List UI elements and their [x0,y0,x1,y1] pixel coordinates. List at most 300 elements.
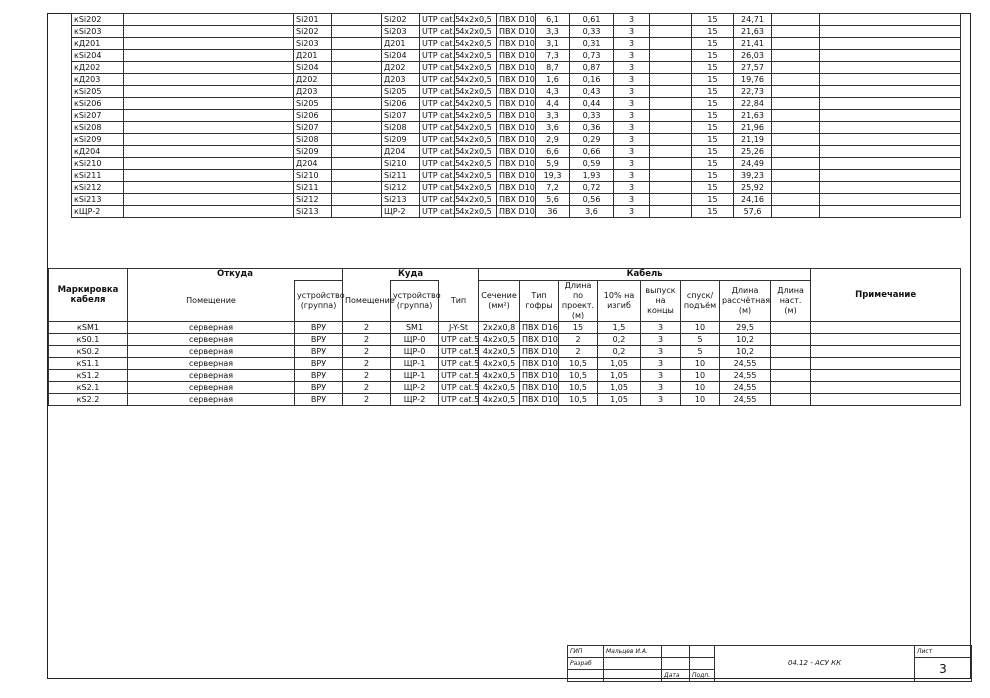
cell-blank [772,146,820,158]
cell-to: Si205 [382,86,420,98]
cell-to: Si211 [382,170,420,182]
cell-type: UTP cat.5 [420,146,455,158]
table-row [72,74,961,86]
cell-blank [332,38,382,50]
cell-marking: кSi213 [72,194,124,206]
header-len-proj: Длина по проект. (м) [559,281,598,322]
cell-to-room: 2 [343,334,391,346]
cell-marking: кЩР-2 [72,206,124,218]
cell-len-calc: 21,19 [734,134,772,146]
cell-section: 4x2x0,5 [455,182,497,194]
cell-from: Д201 [294,50,332,62]
cell-blank [772,74,820,86]
cell-from: Si202 [294,26,332,38]
cell-bend: 0,72 [570,182,614,194]
cell-marking: кSi211 [72,170,124,182]
cell-blank [772,194,820,206]
cell-len-calc: 27,57 [734,62,772,74]
cell-note [820,182,961,194]
cell-marking: кSi212 [72,182,124,194]
cell-drop: 15 [692,194,734,206]
cell-len-proj: 2,9 [536,134,570,146]
table-row [49,358,961,370]
cell-len-proj: 10,5 [559,382,598,394]
cell-blank [772,134,820,146]
cell-conduit: ПВХ D10 [497,50,536,62]
cell-blank [124,122,294,134]
cell-len-actual [771,334,811,346]
cell-bend: 3,6 [570,206,614,218]
cell-from: Si203 [294,38,332,50]
cell-conduit: ПВХ D10 [497,194,536,206]
cell-conduit: ПВХ D10 [497,86,536,98]
header-bend: 10% на изгиб [598,281,641,322]
cell-to: Si210 [382,158,420,170]
cell-len-actual [771,322,811,334]
cell-blank [772,98,820,110]
cell-drop: 15 [692,50,734,62]
cell-ends: 3 [614,38,650,50]
cell-blank [650,62,692,74]
cell-blank [124,110,294,122]
cell-drop: 5 [681,346,720,358]
cell-blank [332,98,382,110]
cell-section: 4x2x0,5 [455,74,497,86]
cell-bend: 0,2 [598,334,641,346]
cell-len-calc: 26,03 [734,50,772,62]
cell-blank [772,206,820,218]
table-row [49,322,961,334]
cell-blank [124,158,294,170]
cell-len-proj: 8,7 [536,62,570,74]
cell-conduit: ПВХ D10 [497,98,536,110]
header-to: Куда [343,269,479,281]
cell-len-actual [771,382,811,394]
table-row [72,98,961,110]
cell-section: 4x2x0,5 [479,382,520,394]
cell-to-room: 2 [343,394,391,406]
cell-blank [650,50,692,62]
cell-len-calc: 39,23 [734,170,772,182]
cell-type: UTP cat.5 [420,74,455,86]
cell-len-calc: 10,2 [720,334,771,346]
cell-conduit: ПВХ D10 [520,358,559,370]
cell-drop: 15 [692,110,734,122]
cell-conduit: ПВХ D16 [520,322,559,334]
cell-bend: 0,33 [570,26,614,38]
cell-blank [772,158,820,170]
cell-len-calc: 25,26 [734,146,772,158]
cell-section: 4x2x0,5 [479,358,520,370]
cell-ends: 3 [614,110,650,122]
cell-type: UTP cat.5 [420,86,455,98]
cell-from: Si204 [294,62,332,74]
cell-len-calc: 24,55 [720,394,771,406]
cell-len-proj: 7,2 [536,182,570,194]
cell-section: 4x2x0,5 [455,110,497,122]
cell-ends: 3 [641,394,681,406]
cell-len-proj: 19,3 [536,170,570,182]
cell-ends: 3 [614,170,650,182]
cell-conduit: ПВХ D10 [497,134,536,146]
cell-len-actual [771,370,811,382]
cell-blank [124,14,294,26]
cell-drop: 15 [692,86,734,98]
table-row [72,134,961,146]
table-row [49,382,961,394]
cell-ends: 3 [614,146,650,158]
cell-from-room: серверная [128,322,295,334]
cell-conduit: ПВХ D10 [497,110,536,122]
cell-marking: кSi205 [72,86,124,98]
cell-conduit: ПВХ D10 [497,146,536,158]
cell-blank [650,110,692,122]
cell-drop: 15 [692,26,734,38]
cell-drop: 15 [692,170,734,182]
cell-bend: 0,61 [570,14,614,26]
table-row [72,86,961,98]
table-row [49,334,961,346]
cell-blank [332,170,382,182]
cell-from-device: ВРУ [295,358,343,370]
cell-from-device: ВРУ [295,322,343,334]
cell-drop: 10 [681,370,720,382]
cell-len-calc: 21,63 [734,26,772,38]
cell-drop: 15 [692,206,734,218]
cell-section: 4x2x0,5 [455,26,497,38]
cell-len-proj: 10,5 [559,394,598,406]
header-to-device: устройство (группа) [391,281,439,322]
header-len-actual: Длина наст. (м) [771,281,811,322]
cell-marking: кS2.2 [49,394,128,406]
cell-to-device: ЩР-1 [391,370,439,382]
cell-blank [124,50,294,62]
cell-from-device: ВРУ [295,382,343,394]
stamp-gip-name: Мальцев И.А. [604,646,662,658]
cell-len-proj: 2 [559,334,598,346]
cell-section: 4x2x0,5 [455,38,497,50]
cell-section: 4x2x0,5 [455,206,497,218]
cell-type: UTP cat.5 [420,194,455,206]
cell-len-calc: 24,55 [720,382,771,394]
cell-from: Si210 [294,170,332,182]
table-row [49,370,961,382]
cell-from: Si207 [294,122,332,134]
cell-blank [650,182,692,194]
cell-type: UTP cat.5 [420,38,455,50]
cell-from: Si211 [294,182,332,194]
cell-conduit: ПВХ D10 [520,370,559,382]
cell-type: UTP cat.5 [420,134,455,146]
cell-len-calc: 21,41 [734,38,772,50]
cell-len-calc: 57,6 [734,206,772,218]
cell-to: Si203 [382,26,420,38]
cell-from: Si213 [294,206,332,218]
cell-blank [650,158,692,170]
cell-blank [772,170,820,182]
cell-from: Si212 [294,194,332,206]
cell-blank [772,38,820,50]
cell-drop: 15 [692,122,734,134]
cell-drop: 15 [692,98,734,110]
cell-to-room: 2 [343,346,391,358]
cell-blank [332,62,382,74]
cell-to-device: ЩР-2 [391,382,439,394]
cell-note [811,382,961,394]
cell-section: 2x2x0,8 [479,322,520,334]
cell-from: Si208 [294,134,332,146]
cell-blank [650,38,692,50]
cell-from-device: ВРУ [295,346,343,358]
cell-len-proj: 6,6 [536,146,570,158]
stamp-gip-label: ГИП [568,646,604,658]
cell-to: Д201 [382,38,420,50]
cell-conduit: ПВХ D10 [497,122,536,134]
cell-drop: 10 [681,382,720,394]
cell-type: UTP cat.5 [439,382,479,394]
cell-to: Д202 [382,62,420,74]
cell-len-calc: 24,55 [720,370,771,382]
stamp-developed-label: Разраб [568,658,604,670]
cell-note [820,170,961,182]
cell-blank [332,14,382,26]
cell-conduit: ПВХ D10 [497,14,536,26]
stamp-sheet-label: Лист [915,646,972,658]
cell-len-proj: 4,4 [536,98,570,110]
cell-len-proj: 3,6 [536,122,570,134]
table-row [49,394,961,406]
cell-drop: 15 [692,146,734,158]
cell-conduit: ПВХ D10 [497,158,536,170]
cell-type: J-Y-St [439,322,479,334]
table-row [72,62,961,74]
cell-blank [332,26,382,38]
cell-marking: кSi207 [72,110,124,122]
cell-note [811,394,961,406]
cell-to: Si209 [382,134,420,146]
header-cable: Кабель [479,269,811,281]
cell-note [820,38,961,50]
cell-len-calc: 24,49 [734,158,772,170]
cell-blank [650,194,692,206]
table-row [72,38,961,50]
header-note: Примечание [811,269,961,322]
cell-bend: 0,73 [570,50,614,62]
cell-blank [772,62,820,74]
cell-note [811,346,961,358]
cell-blank [124,170,294,182]
cell-len-calc: 21,63 [734,110,772,122]
cell-conduit: ПВХ D10 [497,38,536,50]
cell-type: UTP cat.5 [420,170,455,182]
cell-conduit: ПВХ D10 [497,206,536,218]
cell-note [820,110,961,122]
cell-ends: 3 [614,182,650,194]
cell-blank [124,86,294,98]
header-marking: Маркировка кабеля [49,269,128,322]
cell-blank [772,86,820,98]
cell-to-room: 2 [343,322,391,334]
cell-blank [124,146,294,158]
cell-drop: 15 [692,62,734,74]
cell-from-room: серверная [128,394,295,406]
cell-blank [650,122,692,134]
cell-ends: 3 [641,334,681,346]
cell-marking: кSi203 [72,26,124,38]
cell-ends: 3 [641,358,681,370]
cell-conduit: ПВХ D10 [520,346,559,358]
cell-section: 4x2x0,5 [479,370,520,382]
cell-blank [332,86,382,98]
cell-type: UTP cat.5 [439,370,479,382]
cell-type: UTP cat.5 [420,62,455,74]
cell-bend: 0,59 [570,158,614,170]
cell-ends: 3 [614,122,650,134]
cell-blank [650,170,692,182]
cell-type: UTP cat.5 [420,14,455,26]
cell-section: 4x2x0,5 [455,194,497,206]
cell-marking: кSi210 [72,158,124,170]
cell-type: UTP cat.5 [420,110,455,122]
cell-blank [650,86,692,98]
cell-len-actual [771,394,811,406]
table-row [72,206,961,218]
cell-bend: 1,05 [598,382,641,394]
cell-blank [124,26,294,38]
cell-bend: 0,33 [570,110,614,122]
cell-from: Д202 [294,74,332,86]
cell-bend: 0,44 [570,98,614,110]
cell-blank [332,206,382,218]
cell-marking: кД204 [72,146,124,158]
cell-len-actual [771,346,811,358]
cell-section: 4x2x0,5 [455,146,497,158]
cell-note [820,14,961,26]
header-from: Откуда [128,269,343,281]
cell-ends: 3 [614,194,650,206]
cell-drop: 10 [681,358,720,370]
cell-marking: кS0.1 [49,334,128,346]
cell-len-calc: 19,76 [734,74,772,86]
cell-from-room: серверная [128,346,295,358]
cell-ends: 3 [614,62,650,74]
cell-type: UTP cat.5 [420,98,455,110]
cell-len-proj: 10,5 [559,370,598,382]
table-row [72,110,961,122]
cell-note [811,370,961,382]
cell-blank [124,194,294,206]
cell-from-room: серверная [128,370,295,382]
cell-bend: 1,05 [598,358,641,370]
header-drop: спуск/подъём [681,281,720,322]
table-row [72,182,961,194]
cell-blank [650,134,692,146]
cell-len-proj: 4,3 [536,86,570,98]
cell-section: 4x2x0,5 [455,86,497,98]
cell-marking: кД203 [72,74,124,86]
header-from-device: устройство (группа) [295,281,343,322]
table-row [72,158,961,170]
header-to-room: Помещение [343,281,391,322]
header-ends: выпуск на концы [641,281,681,322]
cell-conduit: ПВХ D10 [520,382,559,394]
cell-ends: 3 [614,86,650,98]
cell-len-calc: 25,92 [734,182,772,194]
cell-note [811,322,961,334]
cell-note [820,74,961,86]
cell-ends: 3 [641,322,681,334]
cell-section: 4x2x0,5 [455,62,497,74]
cell-note [820,146,961,158]
cell-note [820,98,961,110]
cell-len-calc: 22,84 [734,98,772,110]
cell-note [820,134,961,146]
cell-bend: 0,16 [570,74,614,86]
cell-section: 4x2x0,5 [455,50,497,62]
cell-bend: 0,66 [570,146,614,158]
cell-conduit: ПВХ D10 [520,334,559,346]
cell-from: Д203 [294,86,332,98]
cell-note [820,62,961,74]
cell-to: Si208 [382,122,420,134]
cell-blank [124,62,294,74]
cell-note [811,334,961,346]
cell-drop: 15 [692,14,734,26]
cell-len-proj: 2 [559,346,598,358]
cell-to-device: ЩР-0 [391,346,439,358]
cell-from-device: ВРУ [295,394,343,406]
stamp-sign-label: Подп. [690,670,715,682]
cell-marking: кSi208 [72,122,124,134]
cell-to: Si213 [382,194,420,206]
header-len-calc: Длина рассчётная (м) [720,281,771,322]
cell-len-proj: 5,6 [536,194,570,206]
cell-len-calc: 24,55 [720,358,771,370]
cell-ends: 3 [614,14,650,26]
lower-cable-table [48,268,961,406]
cell-blank [124,206,294,218]
cell-drop: 10 [681,322,720,334]
cell-type: UTP cat.5 [439,394,479,406]
cell-blank [332,158,382,170]
cell-ends: 3 [641,370,681,382]
cell-note [820,50,961,62]
stamp-sheet-number: 3 [915,658,972,682]
cell-note [820,26,961,38]
cell-ends: 3 [614,134,650,146]
cell-drop: 15 [692,74,734,86]
cell-len-proj: 3,3 [536,26,570,38]
cell-blank [124,182,294,194]
table-row [72,146,961,158]
upper-cable-table [71,13,961,218]
cell-len-proj: 3,1 [536,38,570,50]
cell-bend: 1,05 [598,370,641,382]
cell-bend: 1,5 [598,322,641,334]
cell-blank [772,182,820,194]
cell-from-room: серверная [128,334,295,346]
cell-type: UTP cat.5 [439,334,479,346]
cell-drop: 10 [681,394,720,406]
cell-conduit: ПВХ D10 [497,182,536,194]
cell-marking: кД201 [72,38,124,50]
cell-blank [332,122,382,134]
cell-marking: кSi206 [72,98,124,110]
cell-bend: 0,43 [570,86,614,98]
cell-type: UTP cat.5 [439,358,479,370]
cell-bend: 0,2 [598,346,641,358]
cell-blank [332,194,382,206]
